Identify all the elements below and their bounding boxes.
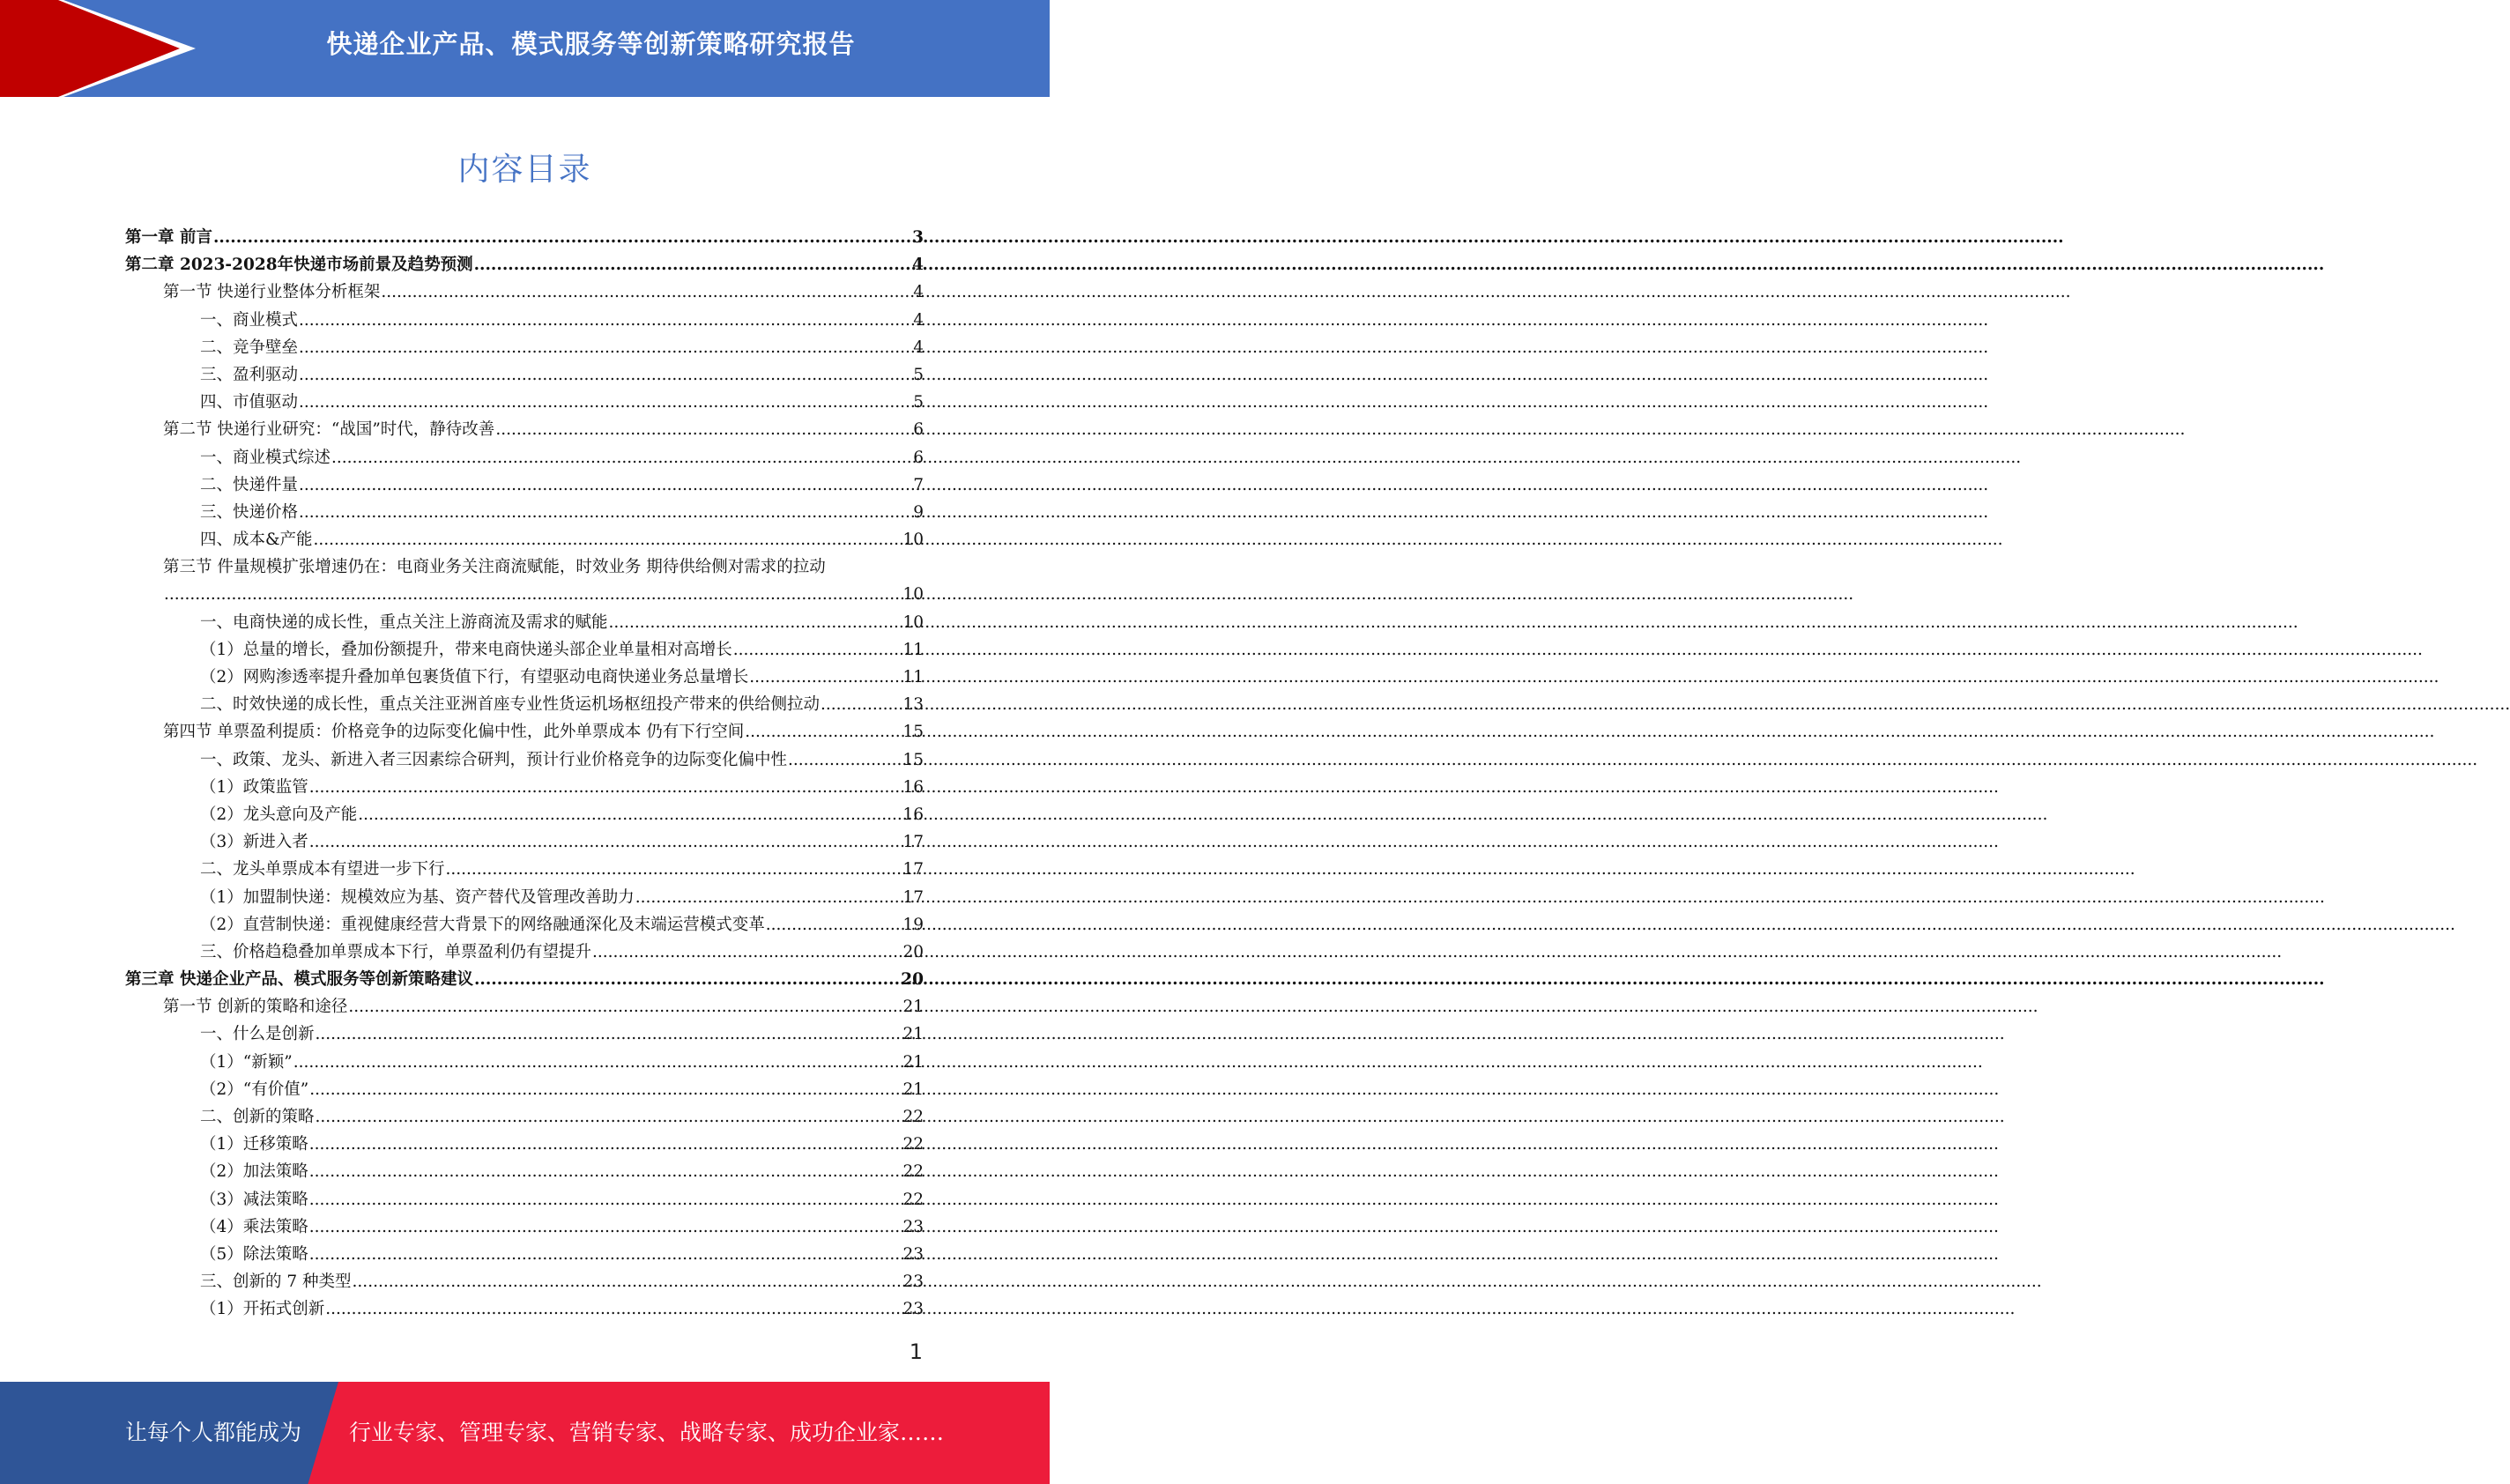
toc-page-number: 9 — [913, 502, 924, 522]
toc-leader-dots — [788, 746, 902, 774]
toc-entry-text: （2）直营制快递：重视健康经营大背景下的网络融通深化及末端运营模式变革 — [200, 915, 765, 934]
toc-entry[interactable] — [125, 251, 924, 278]
toc-leader-dots — [749, 664, 902, 691]
toc-entry-text: （2）“有价值” — [200, 1080, 309, 1099]
toc-entry[interactable] — [125, 1131, 924, 1158]
toc-entry-text: 一、商业模式综述 — [200, 448, 331, 467]
table-of-contents — [125, 224, 924, 1324]
toc-leader-dots — [299, 471, 912, 499]
toc-entry-text: （1）迁移策略 — [200, 1135, 308, 1154]
toc-leader-dots — [353, 1268, 902, 1295]
toc-page-number: 6 — [913, 448, 924, 467]
toc-page-number: 11 — [902, 640, 924, 659]
toc-entry-text: 三、快递价格 — [200, 502, 299, 522]
toc-entry-text: 一、政策、龙头、新进入者三因素综合研判，预计行业价格竞争的边际变化偏中性 — [200, 750, 788, 769]
toc-leader-dots — [299, 334, 912, 361]
toc-leader-dots — [331, 444, 912, 471]
toc-page-number: 4 — [913, 338, 924, 357]
toc-entry[interactable] — [125, 1186, 924, 1213]
toc-leader-dots — [474, 966, 900, 993]
toc-page-number: 5 — [913, 365, 924, 384]
toc-page-number: 16 — [902, 805, 924, 824]
toc-page-number: 21 — [902, 998, 924, 1017]
toc-leader-dots — [592, 939, 902, 966]
toc-page-number: 13 — [902, 695, 924, 715]
toc-entry[interactable] — [125, 884, 924, 911]
toc-entry-text: （1）加盟制快递：规模效应为基、资产替代及管理改善助力 — [200, 887, 635, 907]
toc-entry-text: 第三章 快递企业产品、模式服务等创新策略建议 — [125, 970, 473, 990]
toc-leader-dots — [821, 691, 902, 718]
toc-entry-text: （2）龙头意向及产能 — [200, 805, 358, 824]
toc-entry-text: 二、龙头单票成本有望进一步下行 — [200, 860, 445, 879]
toc-entry-text: （5）除法策略 — [200, 1244, 308, 1264]
toc-leader-dots — [309, 1158, 902, 1185]
toc-leader-dots — [309, 1076, 902, 1103]
toc-page-number: 10 — [902, 585, 924, 605]
toc-entry[interactable] — [125, 307, 924, 334]
toc-page-number: 4 — [913, 283, 924, 302]
toc-leader-dots — [474, 251, 912, 278]
toc-page-number: 17 — [902, 860, 924, 879]
toc-leader-dots — [299, 361, 912, 389]
toc-leader-dots — [164, 581, 902, 608]
toc-page-number: 3 — [912, 228, 924, 247]
toc-leader-dots — [609, 609, 902, 636]
toc-entry[interactable] — [125, 1020, 924, 1048]
toc-page-number: 21 — [902, 1025, 924, 1044]
toc-leader-dots — [635, 884, 902, 911]
page-number: 1 — [909, 1339, 923, 1364]
toc-entry-text: 第三节 件量规模扩张增速仍在：电商业务关注商流赋能，时效业务 期待供给侧对需求的拉动 — [163, 558, 826, 577]
footer-slogan-left: 让每个人都能成为 — [125, 1420, 302, 1445]
toc-page-number: 22 — [902, 1162, 924, 1182]
toc-entry-text: 二、竞争壁垒 — [200, 338, 299, 357]
toc-entry-text: 二、时效快递的成长性，重点关注亚洲首座专业性货运机场枢纽投产带来的供给侧拉动 — [200, 695, 821, 715]
toc-page-number: 11 — [902, 668, 924, 686]
toc-entry[interactable] — [125, 553, 924, 581]
toc-entry[interactable] — [125, 389, 924, 416]
toc-entry[interactable] — [125, 499, 924, 526]
toc-page-number: 22 — [902, 1135, 924, 1154]
toc-page-number: 22 — [902, 1108, 924, 1126]
toc-entry-text: 三、盈利驱动 — [200, 365, 299, 384]
toc-page-number: 22 — [902, 1190, 924, 1209]
toc-leader-dots — [745, 718, 902, 746]
toc-leader-dots — [348, 993, 902, 1020]
footer-slogan-right: 行业专家、管理专家、营销专家、战略专家、成功企业家…… — [349, 1420, 945, 1445]
toc-page-number: 4 — [912, 256, 924, 275]
toc-leader-dots — [766, 911, 902, 939]
toc-entry-text: 一、电商快递的成长性，重点关注上游商流及需求的赋能 — [200, 612, 608, 632]
toc-entry-text: 四、成本&产能 — [200, 531, 313, 550]
toc-page-number: 20 — [902, 942, 924, 961]
toc-entry-text: 第二节 快递行业研究：“战国”时代，静待改善 — [163, 420, 495, 440]
toc-entry-text: 第二章 2023-2028年快递市场前景及趋势预测 — [125, 256, 473, 275]
toc-entry-text: （1）总量的增长，叠加份额提升，带来电商快递头部企业单量相对高增长 — [200, 640, 732, 659]
toc-entry[interactable] — [125, 581, 924, 608]
toc-entry[interactable] — [125, 334, 924, 361]
toc-entry[interactable] — [125, 691, 924, 718]
toc-page-number: 21 — [902, 1080, 924, 1099]
toc-entry-text: （2）加法策略 — [200, 1162, 308, 1182]
toc-leader-dots — [213, 224, 911, 251]
toc-page-number: 15 — [902, 723, 924, 742]
toc-leader-dots — [309, 774, 902, 801]
toc-entry[interactable] — [125, 1241, 924, 1268]
toc-entry[interactable] — [125, 718, 924, 746]
toc-entry-text: （1）政策监管 — [200, 777, 308, 797]
toc-entry-text: 第一节 快递行业整体分析框架 — [163, 283, 381, 302]
toc-page-number: 15 — [902, 750, 924, 769]
toc-leader-dots — [316, 1103, 902, 1131]
toc-entry[interactable] — [125, 911, 924, 939]
toc-entry[interactable] — [125, 664, 924, 691]
toc-entry[interactable] — [125, 966, 924, 993]
toc-entry[interactable] — [125, 1295, 924, 1323]
toc-leader-dots — [446, 856, 902, 883]
toc-page-number: 10 — [902, 612, 924, 632]
toc-entry-text: 三、创新的 7 种类型 — [200, 1273, 352, 1292]
toc-entry-text: （3）减法策略 — [200, 1190, 308, 1209]
toc-page-number: 6 — [913, 420, 924, 440]
toc-leader-dots — [495, 416, 912, 443]
toc-entry[interactable] — [125, 856, 924, 883]
toc-entry-text: （1）开拓式创新 — [200, 1300, 325, 1319]
toc-entry-text: （1）“新颖” — [200, 1052, 293, 1072]
toc-leader-dots — [316, 1020, 902, 1048]
toc-entry-text: （3）新进入者 — [200, 833, 308, 852]
toc-entry[interactable] — [125, 1076, 924, 1103]
toc-entry[interactable] — [125, 1213, 924, 1241]
toc-heading: 内容目录 — [457, 152, 592, 188]
toc-page-number: 5 — [913, 393, 924, 412]
toc-entry-text: 二、创新的策略 — [200, 1108, 315, 1126]
toc-entry[interactable] — [125, 278, 924, 306]
toc-leader-dots — [381, 278, 912, 306]
report-title: 快递企业产品、模式服务等创新策略研究报告 — [326, 29, 856, 59]
toc-entry[interactable] — [125, 1268, 924, 1295]
toc-leader-dots — [299, 499, 912, 526]
toc-leader-dots — [309, 1131, 902, 1158]
toc-entry[interactable] — [125, 361, 924, 389]
toc-entry-text: 四、市值驱动 — [200, 393, 299, 412]
toc-leader-dots — [293, 1049, 902, 1076]
toc-entry[interactable] — [125, 1103, 924, 1131]
toc-entry[interactable] — [125, 444, 924, 471]
toc-entry-text: （2）网购渗透率提升叠加单包裹货值下行，有望驱动电商快递业务总量增长 — [200, 668, 749, 686]
toc-entry[interactable] — [125, 636, 924, 664]
toc-entry-text: 二、快递件量 — [200, 475, 299, 494]
toc-entry[interactable] — [125, 1158, 924, 1185]
toc-entry-text: 三、价格趋稳叠加单票成本下行，单票盈利仍有望提升 — [200, 942, 592, 961]
toc-entry[interactable] — [125, 526, 924, 553]
header-chevron-red — [0, 0, 58, 97]
toc-leader-dots — [299, 307, 912, 334]
toc-entry[interactable] — [125, 774, 924, 801]
toc-leader-dots — [309, 1241, 902, 1268]
toc-entry[interactable] — [125, 609, 924, 636]
toc-page-number: 19 — [902, 915, 924, 934]
toc-entry[interactable] — [125, 939, 924, 966]
toc-entry[interactable] — [125, 224, 924, 251]
toc-page-number: 23 — [902, 1244, 924, 1264]
header-banner — [0, 0, 1050, 97]
toc-entry[interactable] — [125, 1049, 924, 1076]
toc-entry[interactable] — [125, 828, 924, 856]
toc-page-number: 16 — [902, 777, 924, 797]
toc-entry-text: 一、商业模式 — [200, 310, 299, 330]
toc-entry[interactable] — [125, 801, 924, 828]
toc-entry-text: 第一章 前言 — [125, 228, 212, 247]
toc-entry[interactable] — [125, 416, 924, 443]
toc-leader-dots — [299, 389, 912, 416]
toc-page-number: 21 — [902, 1052, 924, 1072]
toc-leader-dots — [309, 1186, 902, 1213]
toc-leader-dots — [313, 526, 902, 553]
toc-entry-text: 一、什么是创新 — [200, 1025, 315, 1044]
toc-page-number: 23 — [902, 1217, 924, 1236]
toc-page-number: 4 — [913, 310, 924, 330]
toc-page-number: 17 — [902, 833, 924, 852]
toc-leader-dots — [358, 801, 902, 828]
toc-page-number: 23 — [902, 1273, 924, 1292]
toc-leader-dots — [309, 828, 902, 856]
toc-entry-text: （4）乘法策略 — [200, 1217, 308, 1236]
toc-leader-dots — [733, 636, 902, 664]
toc-entry[interactable] — [125, 471, 924, 499]
footer-banner — [0, 1382, 1050, 1484]
toc-entry-text: 第四节 单票盈利提质：价格竞争的边际变化偏中性，此外单票成本 仍有下行空间 — [163, 723, 745, 742]
toc-page-number: 7 — [913, 475, 924, 494]
toc-page-number: 17 — [902, 887, 924, 907]
toc-page-number: 23 — [902, 1300, 924, 1319]
toc-leader-dots — [325, 1295, 902, 1323]
toc-leader-dots — [309, 1213, 902, 1241]
toc-entry[interactable] — [125, 993, 924, 1020]
toc-page-number: 10 — [902, 531, 924, 550]
toc-entry[interactable] — [125, 746, 924, 774]
toc-page-number: 20 — [901, 970, 924, 990]
toc-entry-text: 第一节 创新的策略和途径 — [163, 998, 348, 1017]
